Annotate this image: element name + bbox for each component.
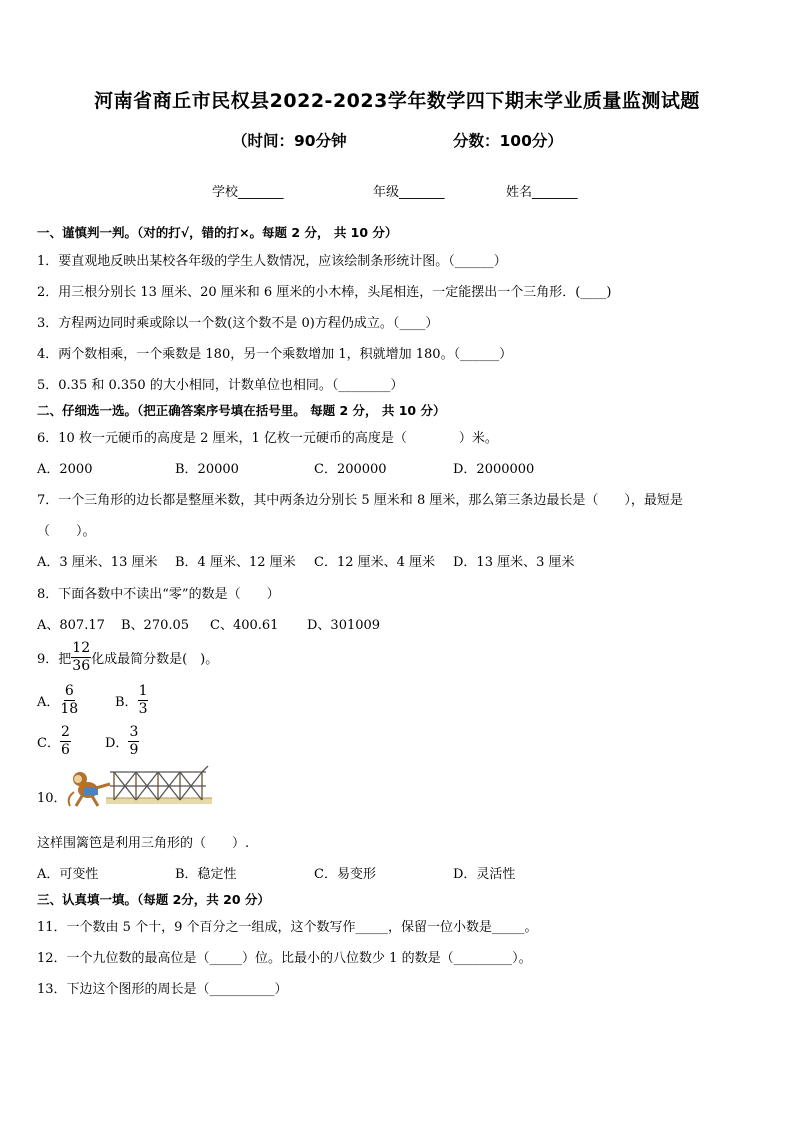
question-7-line-2: （ ）。 bbox=[37, 524, 96, 539]
q9-option-b-numerator: 1 bbox=[138, 683, 148, 699]
school-field: 学校_______ bbox=[212, 185, 284, 200]
q8-option-d: D、301009 bbox=[307, 618, 381, 633]
q6-option-c: C．200000 bbox=[314, 462, 387, 477]
q9-option-d-denominator: 9 bbox=[129, 742, 139, 758]
section-1-heading: 一、谨慎判一判。（对的打√，错的打×。每题 2 分， 共 10 分） bbox=[37, 225, 398, 240]
fence-illustration bbox=[66, 762, 212, 812]
monkey-figure bbox=[69, 772, 110, 806]
question-11: 11．一个数由 5 个十，9 个百分之一组成，这个数写作_____，保留一位小数是_____。 bbox=[37, 920, 538, 935]
grade-field: 年级_______ bbox=[373, 185, 445, 200]
question-5: 5．0.35 和 0.350 的大小相同，计数单位也相同。（________） bbox=[37, 378, 404, 393]
q6-option-a: A．2000 bbox=[37, 462, 93, 477]
q8-option-a: A、807.17 bbox=[37, 618, 105, 633]
question-10-text: 这样围篱笆是利用三角形的（ ）. bbox=[37, 836, 250, 851]
q10-option-b: B．稳定性 bbox=[175, 867, 237, 882]
q9-option-a-denominator: 18 bbox=[60, 701, 79, 717]
q9-option-c bbox=[37, 724, 71, 759]
question-13: 13．下边这个图形的周长是（__________） bbox=[37, 982, 288, 997]
page-title: 河南省商丘市民权县2022-2023学年数学四下期末学业质量监测试题 bbox=[94, 90, 700, 112]
question-8: 8．下面各数中不读出“零”的数是（ ） bbox=[37, 587, 280, 602]
q9-option-b-denominator: 3 bbox=[138, 701, 148, 717]
q10-option-c: C．易变形 bbox=[314, 867, 376, 882]
question-3: 3．方程两边同时乘或除以一个数(这个数不是 0)方程仍成立。（____） bbox=[37, 316, 439, 331]
q9-prefix: 9．把 bbox=[37, 652, 72, 667]
q9-option-d-label: D． bbox=[105, 736, 129, 751]
q9-option-b-fraction bbox=[138, 683, 149, 718]
q9-option-c-fraction bbox=[60, 724, 71, 759]
q7-option-c: C．12 厘米、4 厘米 bbox=[314, 555, 436, 570]
question-1: 1．要直观地反映出某校各年级的学生人数情况，应该绘制条形统计图。（______） bbox=[37, 254, 507, 269]
q9-option-a-numerator: 6 bbox=[64, 683, 74, 699]
q9-option-d-fraction bbox=[128, 724, 139, 759]
q10-option-a: A．可变性 bbox=[37, 867, 99, 882]
question-4: 4．两个数相乘，一个乘数是 180，另一个乘数增加 1，积就增加 180。（______） bbox=[37, 347, 513, 362]
q6-option-d: D．2000000 bbox=[453, 462, 535, 477]
q9-option-d-numerator: 3 bbox=[129, 724, 139, 740]
question-10-number: 10． bbox=[37, 791, 67, 806]
q8-option-b: B、270.05 bbox=[121, 618, 190, 633]
question-9 bbox=[37, 640, 218, 675]
exam-time: （时间：90分钟 bbox=[232, 132, 347, 150]
q9-option-b-label: B． bbox=[115, 695, 138, 710]
q8-option-c: C、400.61 bbox=[210, 618, 279, 633]
q7-option-d: D．13 厘米、3 厘米 bbox=[453, 555, 575, 570]
q9-option-c-label: C． bbox=[37, 736, 60, 751]
q9-suffix: 化成最简分数是( )。 bbox=[91, 652, 219, 667]
question-7-line-1: 7．一个三角形的边长都是整厘米数，其中两条边分别长 5 厘米和 8 厘米，那么第三条边最长是（ ），最短是 bbox=[37, 493, 683, 508]
q9-option-d bbox=[105, 724, 139, 759]
q9-option-c-numerator: 2 bbox=[60, 724, 70, 740]
section-3-heading: 三、认真填一填。（每题 2分，共 20 分） bbox=[37, 892, 270, 907]
q9-option-a-label: A． bbox=[37, 695, 60, 710]
q9-fraction bbox=[71, 640, 91, 675]
question-6: 6．10 枚一元硬币的高度是 2 厘米，1 亿枚一元硬币的高度是（ ）米。 bbox=[37, 431, 498, 446]
q9-numerator: 12 bbox=[72, 640, 91, 656]
q9-option-b bbox=[115, 683, 148, 718]
q9-option-a bbox=[37, 683, 79, 718]
q9-option-a-fraction bbox=[59, 683, 79, 718]
q9-denominator: 36 bbox=[72, 658, 91, 674]
question-12: 12．一个九位数的最高位是（_____）位。比最小的八位数少 1 的数是（_________）。 bbox=[37, 951, 532, 966]
section-2-heading: 二、仔细选一选。（把正确答案序号填在括号里。 每题 2 分， 共 10 分） bbox=[37, 403, 446, 418]
fence-lattice bbox=[110, 766, 208, 800]
q9-option-c-denominator: 6 bbox=[60, 742, 70, 758]
exam-score: 分数：100分） bbox=[453, 132, 563, 150]
q7-option-a: A．3 厘米、13 厘米 bbox=[37, 555, 158, 570]
name-field: 姓名_______ bbox=[506, 185, 578, 200]
q7-option-b: B．4 厘米、12 厘米 bbox=[175, 555, 296, 570]
q10-option-d: D．灵活性 bbox=[453, 867, 516, 882]
q6-option-b: B．20000 bbox=[175, 462, 239, 477]
question-2: 2．用三根分别长 13 厘米、20 厘米和 6 厘米的小木棒，头尾相连，一定能摆出一个三角形．(____) bbox=[37, 285, 612, 300]
